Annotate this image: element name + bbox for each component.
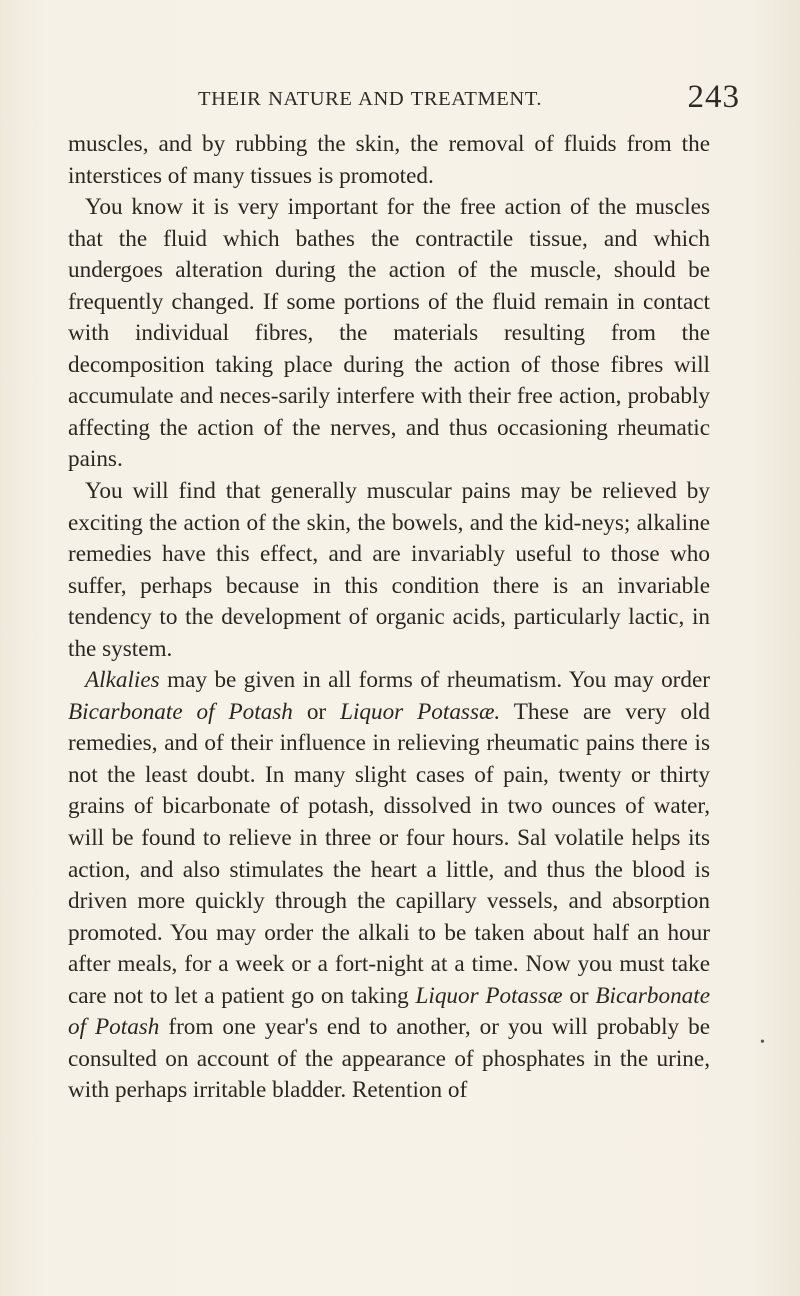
italic-term: Bicarbonate of Potash: [68, 698, 293, 725]
paragraph-1: [68, 129, 710, 192]
running-title: THEIR NATURE AND TREATMENT.: [198, 88, 543, 110]
paragraph-2: [68, 192, 710, 476]
italic-term: Liquor Potassæ: [415, 982, 563, 1009]
text-run: or: [292, 698, 341, 725]
text-run: from one year's end to another, or you will probably be consulted on account of the appearance of phosphates in the urine, with perhaps irritable bladder. Retention of: [68, 1014, 710, 1104]
italic-term: Liquor Potassæ.: [340, 698, 501, 725]
text-run: You will find that generally muscular pains may be relieved by exciting the action of the skin, the bowels, and the kid-neys; alkaline remedies have this effect, and are invariably useful to those who suffer, perhaps because in this condition there is an invariable tendency to the development of organic acids, particularly lactic, in the system.: [68, 478, 710, 662]
italic-term: Alkalies: [85, 667, 160, 694]
text-run: These are very old remedies, and of their influence in relieving rheumatic pains there is not the least doubt. In many slight cases of pain, twenty or thirty grains of bicarbonate of potash, dissolved in two ounces of water, will be found to relieve in three or four hours. Sal volatile helps its action, and also stimulates the heart a little, and thus the blood is driven more quickly through the capillary vessels, and absorption promoted. You may order the alkali to be taken about half an hour after meals, for a week or a fort-night at a time. Now you must take care not to let a patient go on taking: [68, 698, 710, 1009]
text-run: muscles, and by rubbing the skin, the removal of fluids from the interstices of many tissues is promoted.: [68, 131, 710, 189]
text-run: You know it is very important for the free action of the muscles that the fluid which bathes the contractile tissue, and which undergoes alteration during the action of the muscle, should be frequently changed. If some portions of the fluid remain in contact with individual fibres, the materials resulting from the decomposition taking place during the action of those fibres will accumulate and neces-sarily interfere with their free action, probably affecting the action of the nerves, and thus occasioning rheumatic pains.: [68, 194, 710, 473]
italic-term: Bicarbonate of Potash: [68, 982, 710, 1041]
text-run: may be given in all forms of rheumatism. You may order: [159, 667, 710, 694]
paragraph-4: [68, 665, 710, 1107]
page-number: 243: [687, 79, 740, 115]
paragraph-3: [68, 476, 710, 665]
body-text: [68, 129, 710, 1107]
margin-mark: •: [760, 1035, 765, 1050]
text-run: or: [562, 982, 596, 1009]
running-head: [64, 78, 744, 128]
